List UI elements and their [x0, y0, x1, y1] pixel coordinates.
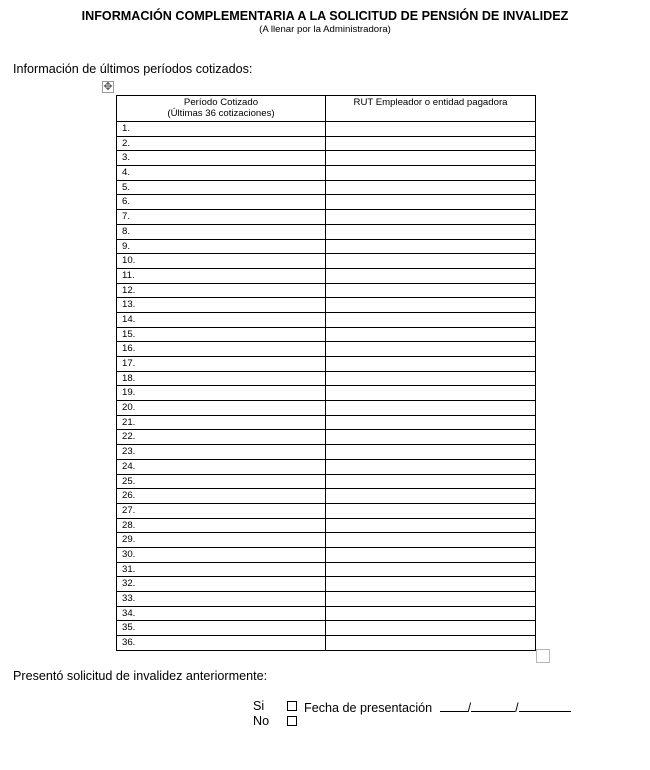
periodo-cell[interactable]: 15. [117, 327, 326, 342]
rut-cell[interactable] [326, 533, 536, 548]
rut-cell[interactable] [326, 606, 536, 621]
periodo-cell[interactable]: 20. [117, 401, 326, 416]
column-header-periodo-line2: (Últimas 36 cotizaciones) [167, 108, 275, 119]
rut-cell[interactable] [326, 254, 536, 269]
rut-cell[interactable] [326, 621, 536, 636]
table-row [117, 327, 536, 342]
periodo-cell[interactable]: 5. [117, 180, 326, 195]
periodo-cell[interactable]: 24. [117, 459, 326, 474]
rut-cell[interactable] [326, 518, 536, 533]
periodo-cell[interactable]: 31. [117, 562, 326, 577]
periodo-cell[interactable]: 23. [117, 445, 326, 460]
table-row [117, 562, 536, 577]
rut-cell[interactable] [326, 592, 536, 607]
date-separator-1: / [467, 701, 472, 715]
rut-cell[interactable] [326, 371, 536, 386]
table-row [117, 195, 536, 210]
periodo-cell[interactable]: 25. [117, 474, 326, 489]
table-row [117, 342, 536, 357]
table-row [117, 459, 536, 474]
rut-cell[interactable] [326, 151, 536, 166]
date-month-blank[interactable] [471, 699, 515, 712]
table-row [117, 371, 536, 386]
date-day-blank[interactable] [440, 699, 468, 712]
column-header-periodo-line1: Período Cotizado [183, 97, 259, 108]
rut-cell[interactable] [326, 283, 536, 298]
rut-cell[interactable] [326, 357, 536, 372]
rut-cell[interactable] [326, 489, 536, 504]
table-row [117, 180, 536, 195]
date-separator-2: / [515, 701, 519, 715]
rut-cell[interactable] [326, 503, 536, 518]
column-header-rut [326, 96, 536, 122]
previous-application-label: Presentó solicitud de invalidez anteriormente: [13, 669, 268, 683]
periods-table [116, 95, 536, 651]
form-title: INFORMACIÓN COMPLEMENTARIA A LA SOLICITUD DE PENSIÓN DE INVALIDEZ [81, 9, 569, 23]
rut-cell[interactable] [326, 136, 536, 151]
periodo-cell[interactable]: 3. [117, 151, 326, 166]
rut-cell[interactable] [326, 239, 536, 254]
table-row [117, 474, 536, 489]
table-row [117, 430, 536, 445]
table-row [117, 136, 536, 151]
date-year-blank[interactable] [519, 699, 571, 712]
table-row [117, 166, 536, 181]
periodo-cell[interactable]: 16. [117, 342, 326, 357]
periodo-cell[interactable]: 13. [117, 298, 326, 313]
periodo-cell[interactable]: 26. [117, 489, 326, 504]
table-header-row [117, 96, 536, 122]
table-row [117, 489, 536, 504]
rut-cell[interactable] [326, 474, 536, 489]
rut-cell[interactable] [326, 122, 536, 137]
table-row [117, 636, 536, 651]
periodo-cell[interactable]: 29. [117, 533, 326, 548]
yes-label: Si [253, 699, 265, 713]
periodo-cell[interactable]: 9. [117, 239, 326, 254]
presentation-date-label: Fecha de presentación [304, 701, 433, 715]
table-resize-handle[interactable] [536, 649, 550, 663]
periodo-cell[interactable]: 32. [117, 577, 326, 592]
rut-cell[interactable] [326, 166, 536, 181]
table-row [117, 357, 536, 372]
periodo-cell[interactable]: 7. [117, 210, 326, 225]
column-header-rut-line1: RUT Empleador o entidad pagadora [353, 97, 508, 108]
periodo-cell[interactable]: 35. [117, 621, 326, 636]
table-row [117, 577, 536, 592]
table-row [117, 547, 536, 562]
rut-cell[interactable] [326, 430, 536, 445]
rut-cell[interactable] [326, 547, 536, 562]
periodo-cell[interactable]: 34. [117, 606, 326, 621]
table-row [117, 239, 536, 254]
periods-table-body [117, 122, 536, 651]
table-row [117, 224, 536, 239]
rut-cell[interactable] [326, 342, 536, 357]
table-row [117, 621, 536, 636]
rut-cell[interactable] [326, 562, 536, 577]
table-row [117, 312, 536, 327]
periodo-cell[interactable]: 18. [117, 371, 326, 386]
table-row [117, 254, 536, 269]
table-row [117, 445, 536, 460]
rut-cell[interactable] [326, 268, 536, 283]
table-row [117, 533, 536, 548]
table-row [117, 503, 536, 518]
rut-cell[interactable] [326, 210, 536, 225]
periodo-cell[interactable]: 8. [117, 224, 326, 239]
periodo-cell[interactable]: 10. [117, 254, 326, 269]
table-row [117, 518, 536, 533]
table-row [117, 210, 536, 225]
rut-cell[interactable] [326, 577, 536, 592]
periodo-cell[interactable]: 1. [117, 122, 326, 137]
periodo-cell[interactable]: 27. [117, 503, 326, 518]
rut-cell[interactable] [326, 459, 536, 474]
rut-cell[interactable] [326, 224, 536, 239]
table-row [117, 401, 536, 416]
rut-cell[interactable] [326, 415, 536, 430]
table-move-handle-icon[interactable]: ✥ [103, 80, 113, 93]
table-row [117, 386, 536, 401]
rut-cell[interactable] [326, 195, 536, 210]
periodo-cell[interactable]: 4. [117, 166, 326, 181]
table-row [117, 415, 536, 430]
rut-cell[interactable] [326, 298, 536, 313]
periodo-cell[interactable]: 14. [117, 312, 326, 327]
periodo-cell[interactable]: 11. [117, 268, 326, 283]
rut-cell[interactable] [326, 401, 536, 416]
table-row [117, 122, 536, 137]
periodo-cell[interactable]: 17. [117, 357, 326, 372]
form-subtitle: (A llenar por la Administradora) [259, 24, 391, 35]
table-row [117, 592, 536, 607]
presentation-date-field [304, 699, 571, 715]
periodo-cell[interactable]: 30. [117, 547, 326, 562]
table-row [117, 283, 536, 298]
periodo-cell[interactable]: 6. [117, 195, 326, 210]
periodo-cell[interactable]: 19. [117, 386, 326, 401]
periodo-cell[interactable]: 12. [117, 283, 326, 298]
table-row [117, 298, 536, 313]
rut-cell[interactable] [326, 327, 536, 342]
periodo-cell[interactable]: 33. [117, 592, 326, 607]
column-header-periodo [117, 96, 326, 122]
table-row [117, 606, 536, 621]
periodo-cell[interactable]: 22. [117, 430, 326, 445]
rut-cell[interactable] [326, 445, 536, 460]
table-row [117, 268, 536, 283]
rut-cell[interactable] [326, 312, 536, 327]
rut-cell[interactable] [326, 386, 536, 401]
no-label: No [253, 714, 270, 728]
table-row [117, 151, 536, 166]
periods-section-label: Información de últimos períodos cotizados: [13, 62, 253, 76]
rut-cell[interactable] [326, 180, 536, 195]
periodo-cell[interactable]: 2. [117, 136, 326, 151]
rut-cell[interactable] [326, 636, 536, 651]
periodo-cell[interactable]: 28. [117, 518, 326, 533]
periodo-cell[interactable]: 21. [117, 415, 326, 430]
yes-checkbox[interactable] [287, 701, 297, 711]
no-checkbox[interactable] [287, 716, 297, 726]
periodo-cell[interactable]: 36. [117, 636, 326, 651]
